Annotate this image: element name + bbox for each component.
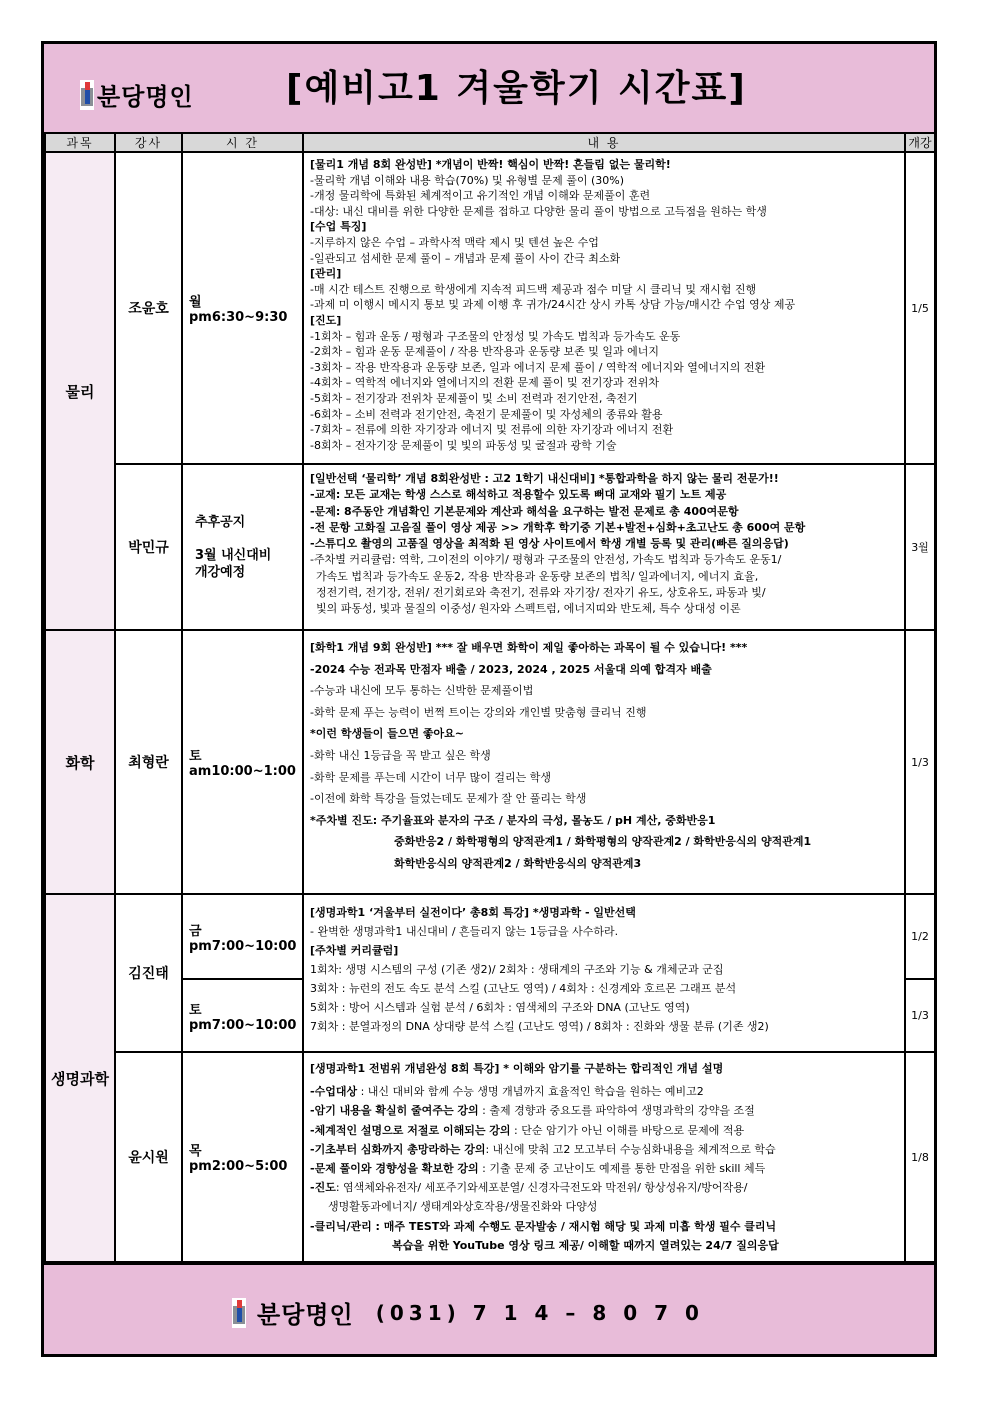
- description-line: -수능과 내신에 모두 통하는 신박한 문제풀이법: [310, 684, 534, 698]
- class-title: [일반선택 ‘물리학’ 개념 8회완성반 : 고2 1학기 내신대비] *통합과학을 하지 않는 물리 전문가!!: [310, 472, 779, 485]
- table-row: [45, 464, 935, 630]
- description-line: -2024 수능 전과목 만점자 배출 / 2023, 2024 , 2025 서울대 의예 합격자 배출: [310, 662, 712, 676]
- progress-line: [310, 1178, 898, 1197]
- col-start: 개강: [905, 133, 935, 152]
- description-line: -개정 물리학에 특화된 체계적이고 유기적인 개념 이해와 문제풀이 훈련: [310, 189, 651, 203]
- start-date: 1/2: [905, 894, 935, 979]
- section-heading: [수업 특징]: [310, 220, 367, 234]
- brand-logo: [80, 77, 194, 112]
- section-heading: [주차별 커리큘럼]: [310, 944, 399, 957]
- curriculum-line: 가속도 법칙과 등가속도 운동2, 작용 반작용과 운동량 보존의 법칙/ 일과에너지, 에너지 효율,: [316, 569, 759, 583]
- timetable-sheet: [41, 41, 937, 1357]
- clinic-line: 복습을 위한 YouTube 영상 링크 제공/ 이해할 때까지 열려있는 24/7 질의응답: [392, 1238, 779, 1252]
- progress-line: *주차별 진도: 주기율표와 분자의 구조 / 분자의 극성, 몰농도 / pH 계산, 중화반응1: [310, 813, 716, 827]
- section-heading: [진도]: [310, 313, 342, 327]
- class-description: [303, 1052, 905, 1262]
- description-line: -지루하지 않은 수업 – 과학사적 맥락 제시 및 텐션 높은 수업: [310, 235, 599, 249]
- class-time: 금 pm7:00~10:00: [182, 894, 303, 979]
- item-text: : 내신에 맞춰 고2 모고부터 수능심화내용을 체계적으로 학습: [485, 1142, 776, 1156]
- class-time: 토 am10:00~1:00: [182, 630, 303, 894]
- teacher-name: 최형란: [115, 630, 182, 894]
- item-label: -문제 풀이와 경향성을 확보한 강의: [310, 1162, 479, 1176]
- class-description: [303, 464, 905, 630]
- description-line: -화학 내신 1등급을 꼭 받고 싶은 학생: [310, 748, 491, 762]
- description-line: -교재: 모든 교재는 학생 스스로 해석하고 적용할수 있도록 뻐대 교재와 필기 노트 제공: [310, 488, 727, 502]
- description-line: [310, 1101, 898, 1120]
- page-header: [44, 44, 934, 135]
- brand-name: 분당명인: [97, 83, 194, 111]
- curriculum-line: 1회차: 생명 시스템의 구성 (기존 생2)/ 2회차 : 생태계의 구조와 기능 & 개체군과 군집: [310, 963, 724, 976]
- academy-logo-icon: [80, 80, 94, 110]
- time-note: 추후공지: [195, 514, 246, 530]
- item-label: -진도: [310, 1181, 336, 1195]
- item-text: : 출제 경향과 중요도를 파악하여 생명과학의 강약을 조절: [478, 1104, 755, 1118]
- curriculum-line: 빛의 파동성, 빛과 물질의 이중성/ 원자와 스펙트럼, 에너지띠와 반도체, 특수 상대성 이론: [316, 602, 741, 616]
- col-content: 내 용: [303, 133, 905, 152]
- class-description: [303, 894, 905, 1052]
- phone-number: (031) 7 1 4 – 8 0 7 0: [375, 1300, 704, 1325]
- teacher-name: 박민규: [115, 464, 182, 630]
- column-header-row: [45, 133, 935, 152]
- timetable: [44, 132, 936, 1263]
- start-date: 1/8: [905, 1052, 935, 1262]
- table-row: [45, 630, 935, 894]
- class-title: [화학1 개념 9회 완성반] *** 잘 배우면 화학이 제일 좋아하는 과목이 될 수 있습니다! ***: [310, 641, 748, 654]
- table-row: [45, 894, 935, 979]
- description-line: -전 문항 고화질 고음질 풀이 영상 제공 >> 개학후 학기중 기본+발전+심화+초고난도 총 600여 문항: [310, 520, 806, 534]
- footer-brand: 분당명인: [257, 1301, 354, 1329]
- subject-biology: 생명과학: [45, 894, 115, 1262]
- footer-contact: [232, 1295, 704, 1330]
- curriculum-line: 5회차 : 방어 시스템과 실험 분석 / 6회차 : 염색체의 구조와 DNA (고난도 영역): [310, 1001, 690, 1014]
- class-title: [생명과학1 ‘겨울부터 실전이다’ 총8회 특강] *생명과학 - 일반선택: [310, 906, 636, 919]
- item-text: : 기출 문제 중 고난이도 예제를 통한 만점을 위한 skill 체득: [478, 1162, 766, 1176]
- class-title: [생명과학1 전범위 개념완성 8회 특강] * 이해와 암기를 구분하는 합리적인 개념 설명: [310, 1062, 724, 1075]
- progress-line: -7회차 – 전류에 의한 자기장과 에너지 및 전류에 의한 자기장과 에너지 전환: [310, 423, 674, 437]
- col-subject: 과목: [45, 133, 115, 152]
- progress-line: -1회차 – 힘과 운동 / 평형과 구조물의 안정성 및 가속도 법칙과 등가속도 운동: [310, 329, 681, 343]
- progress-line: 중화반응2 / 화학평형의 양적관계1 / 화학평형의 양작관계2 / 화학반응식의 양적관계1: [394, 835, 812, 849]
- progress-line: -3회차 – 작용 반작용과 운동량 보존, 일과 에너지 문제 풀이 / 역학적 에너지와 열에너지의 전환: [310, 360, 766, 374]
- col-teacher: 강사: [115, 133, 182, 152]
- section-heading: [관리]: [310, 267, 342, 281]
- item-label: -수업대상: [310, 1085, 358, 1099]
- description-line: -물리학 개념 이해와 내용 학습(70%) 및 유형별 문제 풀이 (30%): [310, 173, 625, 187]
- start-date: 1/3: [905, 630, 935, 894]
- clinic-line: -클리닉/관리 : 매주 TEST와 과제 수행도 문자발송 / 재시험 해당 및 과제 미흡 학생 필수 클리닉: [310, 1219, 777, 1233]
- description-line: [310, 1082, 898, 1101]
- item-label: -암기 내용을 확실히 줄여주는 강의: [310, 1104, 479, 1118]
- start-date: 1/5: [905, 152, 935, 464]
- progress-line: 생명활동과에너지/ 생태계와상호작용/생물진화와 다양성: [328, 1200, 598, 1214]
- description-line: -이전에 화학 특강을 들었는데도 문제가 잘 안 풀리는 학생: [310, 792, 587, 806]
- item-text: : 내신 대비와 함께 수능 생명 개념까지 효율적인 학습을 원하는 예비고2: [357, 1085, 704, 1099]
- description-line: [310, 1140, 898, 1159]
- subject-chemistry: 화학: [45, 630, 115, 894]
- description-line: -매 시간 테스트 진행으로 학생에게 지속적 피드백 제공과 점수 미달 시 클리닉 및 재시험 진행: [310, 282, 757, 296]
- item-label: -체계적인 설명으로 저절로 이해되는 강의: [310, 1123, 511, 1137]
- page-footer: [44, 1262, 934, 1354]
- class-description: [303, 630, 905, 894]
- description-line: -화학 문제 푸는 능력이 번쩍 트이는 강의와 개인별 맞춤형 클리닉 진행: [310, 705, 647, 719]
- start-date: 1/3: [905, 979, 935, 1052]
- table-row: [45, 1052, 935, 1262]
- description-line: -문제: 8주동안 개념확인 기본문제와 계산과 해석을 요구하는 발전 문제로 총 400여문항: [310, 504, 739, 518]
- class-time: [182, 464, 303, 630]
- progress-line: 화학반응식의 양적관계2 / 화학반응식의 양적관계3: [394, 856, 642, 870]
- teacher-name: 윤시원: [115, 1052, 182, 1262]
- curriculum-line: 7회차 : 분열과정의 DNA 상대량 분석 스킬 (고난도 영역) / 8회차 : 진화와 생물 분류 (기존 생2): [310, 1020, 769, 1033]
- description-line: -과제 미 이행시 메시지 통보 및 과제 이행 후 귀가/24시간 상시 카톡 상담 가능/매시간 수업 영상 제공: [310, 298, 796, 312]
- class-title: [물리1 개념 8회 완성반] *개념이 반짝! 핵심이 반짝! 흔들림 없는 물리학!: [310, 158, 671, 171]
- description-line: -대상: 내신 대비를 위한 다양한 문제를 접하고 다양한 물리 풀이 방법으로 고득점을 원하는 학생: [310, 204, 767, 218]
- curriculum-line: 정전기력, 전기장, 전위/ 전기회로와 축전기, 전류와 자기장/ 전자기 유도, 상호유도, 파동과 빛/: [316, 586, 766, 600]
- class-time: 목 pm2:00~5:00: [182, 1052, 303, 1262]
- academy-logo-icon: [232, 1298, 246, 1328]
- class-time: 토 pm7:00~10:00: [182, 979, 303, 1052]
- progress-line: -5회차 – 전기장과 전위차 문제풀이 및 소비 전력과 전기안전, 축전기: [310, 391, 638, 405]
- progress-line: -8회차 – 전자기장 문제풀이 및 빛의 파동성 및 굴절과 광학 기술: [310, 438, 617, 452]
- subject-physics: 물리: [45, 152, 115, 630]
- description-line: -일관되고 섬세한 문제 풀이 – 개념과 문제 풀이 사이 간극 최소화: [310, 251, 621, 265]
- table-row: [45, 152, 935, 464]
- item-text: : 염색체와유전자/ 세포주기와세포분열/ 신경자극전도와 막전위/ 항상성유지/방어작용/: [335, 1181, 748, 1195]
- col-time: 시 간: [182, 133, 303, 152]
- teacher-name: 조윤호: [115, 152, 182, 464]
- description-line: -스튜디오 촬영의 고품질 영상을 최적화 된 영상 사이트에서 학생 개별 등록 및 관리(빠른 질의응답): [310, 537, 789, 551]
- time-note: 개강예정: [195, 564, 246, 580]
- progress-line: -4회차 – 역학적 에너지와 열에너지의 전환 문제 풀이 및 전기장과 전위차: [310, 376, 659, 390]
- item-text: : 단순 암기가 아닌 이해를 바탕으로 문제에 적용: [510, 1123, 745, 1137]
- curriculum-line: 3회차 : 뉴런의 전도 속도 분석 스킬 (고난도 영역) / 4회차 : 신경계와 호르몬 그래프 분석: [310, 982, 737, 995]
- item-label: -기초부터 심화까지 총망라하는 강의: [310, 1142, 486, 1156]
- progress-line: -2회차 – 힘과 운동 문제풀이 / 작용 반작용과 운동량 보존 및 일과 에너지: [310, 345, 660, 359]
- section-heading: *이런 학생들이 들으면 좋아요~: [310, 727, 464, 741]
- page-title: [예비고1 겨울학기 시간표]: [286, 68, 747, 109]
- progress-line: -6회차 – 소비 전력과 전기안전, 축전기 문제풀이 및 자성체의 종류와 활용: [310, 407, 663, 421]
- description-line: - 완벽한 생명과학1 내신대비 / 흔들리지 않는 1등급을 사수하라.: [310, 925, 619, 938]
- description-line: [310, 1159, 898, 1178]
- class-description: [303, 152, 905, 464]
- teacher-name: 김진태: [115, 894, 182, 1052]
- description-line: -화학 문제를 푸는데 시간이 너무 많이 걸리는 학생: [310, 770, 551, 784]
- time-note: 3월 내신대비: [195, 547, 272, 563]
- curriculum-line: -주차별 커리큘럼: 역학, 그이전의 이야기/ 평형과 구조물의 안전성, 가속도 법칙과 등가속도 운동1/: [310, 553, 782, 567]
- class-time: 월 pm6:30~9:30: [182, 152, 303, 464]
- start-date: 3월: [905, 464, 935, 630]
- description-line: [310, 1121, 898, 1140]
